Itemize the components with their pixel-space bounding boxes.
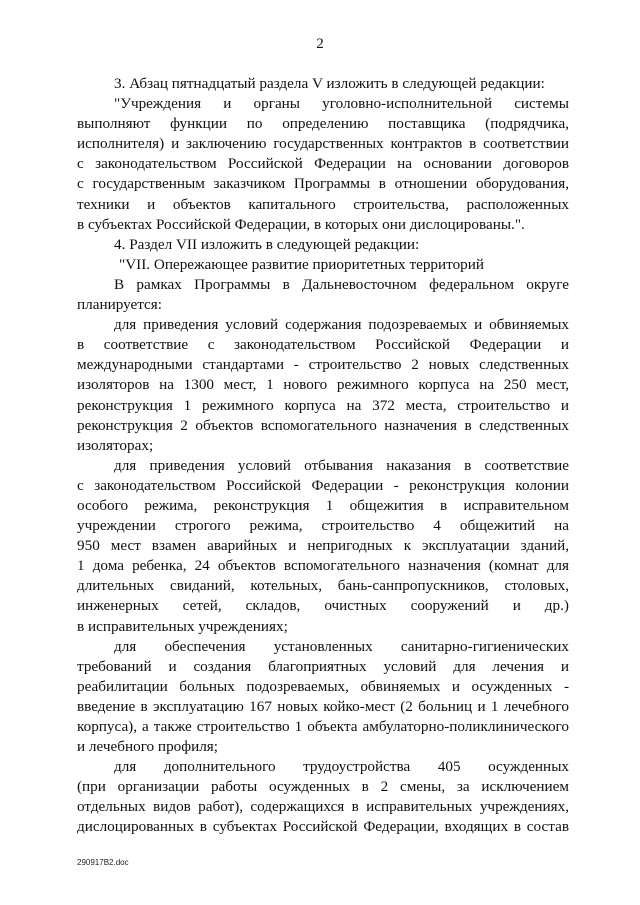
paragraph-line: реконструкция 1 режимного корпуса на 372 места, строительство и	[77, 396, 569, 414]
paragraph-line: 4. Раздел VII изложить в следующей редакции:	[114, 235, 420, 253]
paragraph-line: реконструкция 2 объектов вспомогательного назначения в следственных	[77, 416, 569, 434]
paragraph-line: инженерных сетей, складов, очистных сооружений и др.)	[77, 597, 569, 615]
paragraph-line: техники и объектов капитального строительства, расположенных	[77, 195, 569, 213]
paragraph-line: для приведения условий содержания подозреваемых и обвиняемых	[114, 316, 569, 334]
paragraph-line: в исправительных учреждениях;	[77, 617, 288, 635]
paragraph-line: с законодательством Российской Федерации на основании договоров	[77, 155, 569, 173]
paragraph-line: исполнителя) и заключению государственных контрактов в соответствии	[77, 135, 569, 153]
paragraph-line: 1 дома ребенка, 24 объектов вспомогательного назначения (комнат для	[77, 557, 569, 575]
paragraph-line: введение в эксплуатацию 167 новых койко-мест (2 больниц и 1 лечебного	[77, 697, 569, 715]
paragraph-line: международными стандартами - строительство 2 новых следственных	[77, 356, 569, 374]
paragraph-line: в соответствие с законодательством Российской Федерации и	[77, 336, 569, 354]
paragraph-line: для обеспечения установленных санитарно-гигиенических	[114, 637, 569, 655]
paragraph-line: дислоцированных в субъектах Российской Федерации, входящих в состав	[77, 818, 569, 836]
section-heading: "VII. Опережающее развитие приоритетных территорий	[119, 255, 485, 273]
paragraph-line: изоляторов на 1300 мест, 1 нового режимного корпуса на 250 мест,	[77, 376, 569, 394]
paragraph-line: и лечебного профиля;	[77, 738, 219, 756]
file-name-footer: 290917B2.doc	[77, 858, 129, 867]
paragraph-line: особого режима, реконструкция 1 общежития в исправительном	[77, 496, 569, 514]
paragraph-line: 950 мест взамен аварийных и непригодных к эксплуатации зданий,	[77, 537, 569, 555]
paragraph-line: в субъектах Российской Федерации, в которых они дислоцированы.".	[77, 215, 525, 233]
paragraph-line: учреждении строгого режима, строительство 4 общежитий на	[77, 517, 569, 535]
page-number: 2	[316, 36, 324, 52]
paragraph-line: для приведения условий отбывания наказания в соответствие	[114, 456, 569, 474]
paragraph-line: "Учреждения и органы уголовно-исполнительной системы	[114, 95, 569, 113]
paragraph-line: выполняют функции по определению поставщика (подрядчика,	[77, 115, 569, 133]
paragraph-line: 3. Абзац пятнадцатый раздела V изложить в следующей редакции:	[114, 75, 545, 92]
paragraph-line: изоляторах;	[77, 436, 154, 454]
paragraph-line: В рамках Программы в Дальневосточном федеральном округе	[114, 275, 569, 293]
paragraph-line: требований и создания благоприятных условий для лечения и	[77, 657, 569, 675]
paragraph-line: отдельных видов работ), содержащихся в исправительных учреждениях,	[77, 798, 569, 816]
paragraph-line: с законодательством Российской Федерации - реконструкция колонии	[77, 476, 569, 494]
paragraph-line: реабилитации больных подозреваемых, обвиняемых и осужденных -	[77, 677, 569, 695]
paragraph-line: планируется:	[77, 296, 162, 314]
paragraph-line: с государственным заказчиком Программы в отношении оборудования,	[77, 175, 569, 193]
paragraph-line: корпуса), а также строительство 1 объекта амбулаторно-поликлинического	[77, 718, 569, 735]
paragraph-line: (при организации работы осужденных в 2 смены, за исключением	[77, 778, 569, 796]
paragraph-line: для дополнительного трудоустройства 405 осужденных	[114, 758, 569, 776]
paragraph-line: длительных свиданий, котельных, бань-санпропускников, столовых,	[77, 577, 569, 595]
document-body	[77, 74, 569, 838]
